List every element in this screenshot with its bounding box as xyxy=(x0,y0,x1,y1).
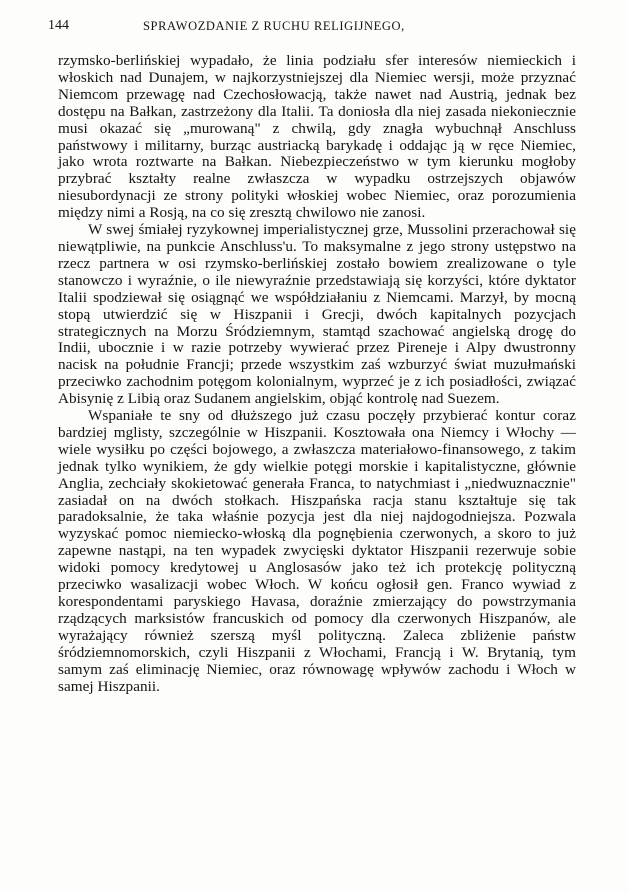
paragraph: rzymsko-berlińskiej wypadało, że linia podziału sfer interesów niemieckich i włoskich nad Dunajem, w najkorzystniejszej dla Niemiec wersji, może przyznać Niemcom przewagę nad Czechosłowacją, także nawet nad Austrią, jednak bez dostępu na Bałkan, zastrzeżony dla Italii. Ta doniosła dla niej zasada niekoniecznie musi okazać się „murowaną" z chwilą, gdy znagła wybuchnął Anschluss państwowy i militarny, burząc austriacką barykadę i oddając ją w ręce Niemiec, jako wrota roztwarte na Bałkan. Niebezpieczeństwo w tym kierunku mogłoby przybrać kształty realne zwłaszcza w wypadku ostrzejszych objawów niesubordynacji ze strony polityki włoskiej wobec Niemiec, oraz porozumienia między nimi a Rosją, na co się zresztą chwilowo nie zanosi. xyxy=(58,52,576,222)
page-header xyxy=(48,18,568,38)
running-head: SPRAWOZDANIE Z RUCHU RELIGIJNEGO, xyxy=(143,19,405,33)
page-number: 144 xyxy=(48,18,69,33)
body-text xyxy=(58,53,576,695)
paragraph: W swej śmiałej ryzykownej imperialistycznej grze, Mussolini przerachował się niewątpliwie, na punkcie Anschluss'u. To maksymalne z jego strony ustępstwo na rzecz partnera w osi rzymsko-berlińskiej zostało bowiem zrealizowane o tyle stanowczo i wyraźnie, o ile niewyraźnie przedstawiają się korzyści, które dyktator Italii spodziewał się osiągnąć we współdziałaniu z Niemcami. Marzył, by mocną stopą utwierdzić się w Hiszpanii i Grecji, dwóch kapitalnych pozycjach strategicznych na Morzu Śródziemnym, stamtąd szachować angielską drogę do Indii, ubocznie i w razie potrzeby wywierać przez Pireneje i Alpy dwustronny nacisk na południe Francji; przede wszystkim zaś wzburzyć świat muzułmański przeciwko zachodnim potęgom kolonialnym, wyprzeć je z ich posiadłości, związać Abisynię z Libią oraz Sudanem angielskim, objąć kontrolę nad Suezem. xyxy=(58,221,576,408)
paragraph: Wspaniałe te sny od dłuższego już czasu poczęły przybierać kontur coraz bardziej mglisty, szczególnie w Hiszpanii. Kosztowała ona Niemcy i Włochy — wiele wysiłku po części bojowego, a zwłaszcza materiałowo-finansowego, z takim jednak tylko wynikiem, że gdy wielkie potęgi morskie i kapitalistyczne, głównie Anglia, zechciały skokietować generała Franca, to natychmiast i „niedwuznacznie" zasiadał on na dwóch stołkach. Hiszpańska racja stanu kształtuje się tak paradoksalnie, że taka właśnie pozycja jest dla niej najdogodniejsza. Pozwala wyzyskać pomoc niemiecko-włoską dla pognębienia czerwonych, a skoro to już zapewne nastąpi, na ten wypadek zwycięski dyktator Hiszpanii rezerwuje sobie widoki pomocy kredytowej u Anglosasów jako też ich protekcję polityczną przeciwko wasalizacji wobec Włoch. W końcu ogłosił gen. Franco wywiad z korespondentami paryskiego Havasa, doraźnie zmierzający do powstrzymania rządzących marksistów francuskich od pomocy dla czerwonych Hiszpanów, ale wyrażający również szerszą myśl polityczną. Zaleca zbliżenie państw śródziemnomorskich, czyli Hiszpanii z Włochami, Francją i W. Brytanią, tym samym zaś eliminację Niemiec, oraz równowagę wpływów zachodu i Włoch w samej Hiszpanii. xyxy=(58,407,576,695)
